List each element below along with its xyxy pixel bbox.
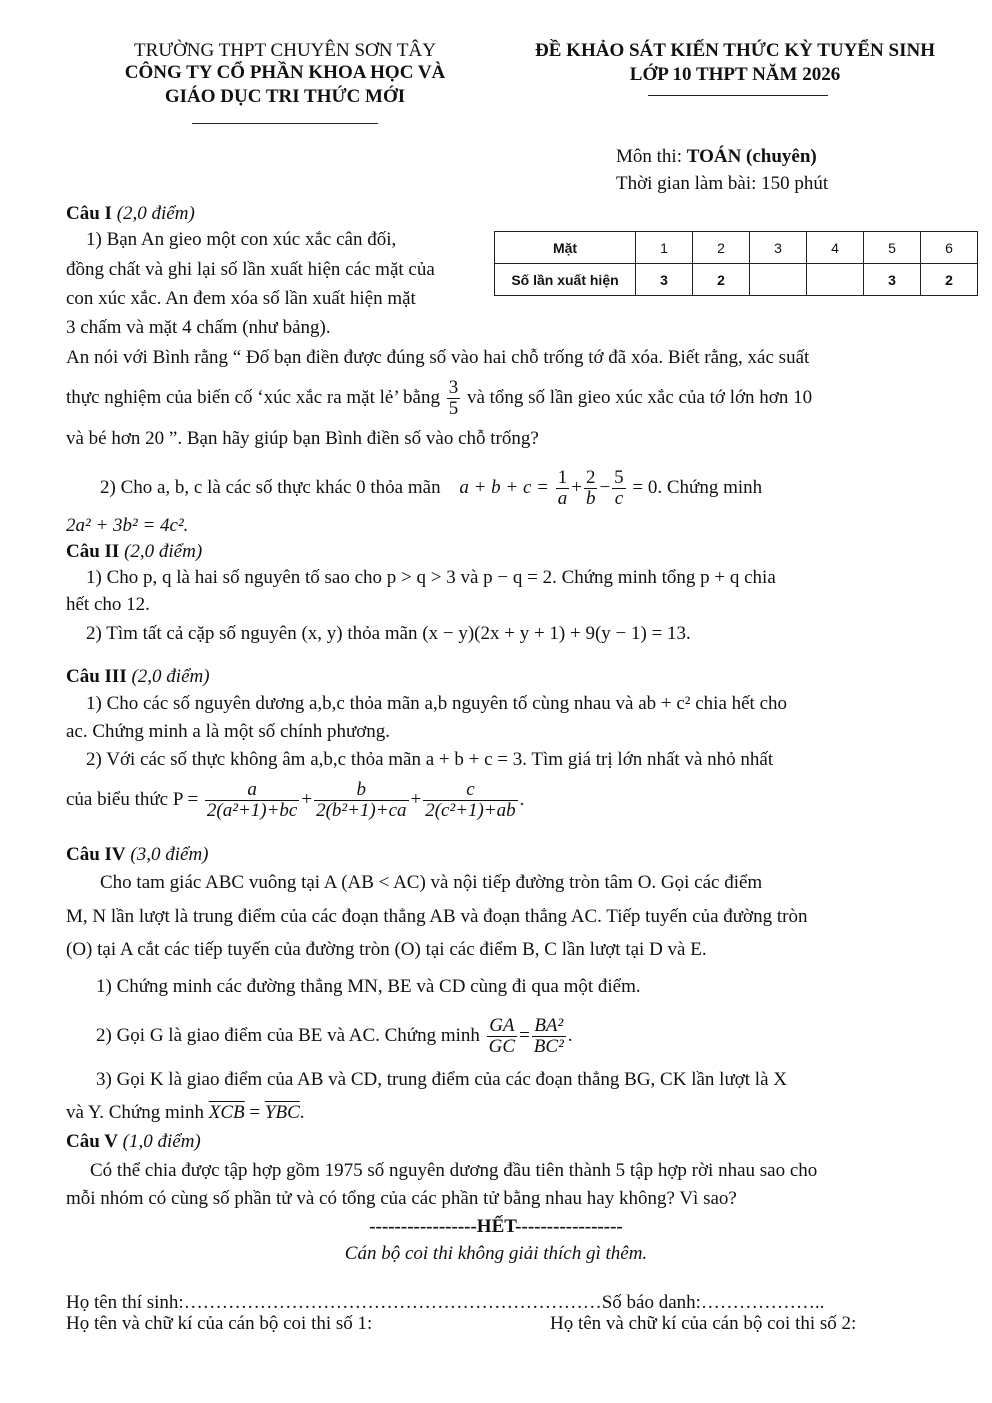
numerator: 2 (585, 467, 596, 488)
q1-p2-eq-pre: a + b + c = (459, 476, 549, 498)
q4-p3-a: 3) Gọi K là giao điểm của AB và CD, trung điểm của các đoạn thẳng BG, CK lần lượt là X (96, 1069, 787, 1090)
q1-p2-eq-post: = 0. Chứng minh (632, 476, 763, 498)
q4-p3-b: và Y. Chứng minh $\overline{XCB} = \overline{YBC}$. (66, 1102, 305, 1123)
denominator: 2(b²+1)+ca (316, 799, 407, 821)
numerator: GA (487, 1016, 517, 1037)
q4-intro-a: Cho tam giác ABC vuông tại A (AB < AC) và nội tiếp đường tròn tâm O. Gọi các điểm (100, 872, 763, 893)
numerator: 5 (614, 467, 624, 488)
q5-title: Câu V (66, 1131, 118, 1152)
supervisor-1-label: Họ tên và chữ kí của cán bộ coi thi số 1: (66, 1313, 373, 1334)
q3-title: Câu III (66, 666, 127, 687)
table-cell: 3 (636, 264, 693, 296)
header-right-rule (648, 95, 828, 96)
q1-p1-cont-b (66, 378, 812, 419)
denominator: 2(c²+1)+ab (425, 799, 516, 821)
q1-p1-line4: 3 chấm và mặt 4 chấm (như bảng). (66, 317, 331, 338)
q3-p1-a: 1) Cho các số nguyên dương a,b,c thỏa mãn a,b nguyên tố cùng nhau và ab + c² chia hết cho (86, 693, 788, 714)
table-cell: 6 (921, 232, 978, 264)
q5-text-a: Có thể chia được tập hợp gồm 1975 số nguyên dương đầu tiên thành 5 tập hợp rời nhau sao cho (90, 1160, 818, 1181)
q4-title: Câu IV (66, 844, 126, 865)
numerator: a (205, 780, 299, 801)
numerator: 1 (557, 467, 568, 488)
fraction-P-a (205, 780, 299, 821)
q2-heading (66, 541, 202, 563)
header-left-rule (192, 123, 378, 124)
exam-subtitle: LỚP 10 THPT NĂM 2026 (629, 64, 841, 85)
angle-XCB: $\overline{XCB}$ (208, 1102, 245, 1123)
q4-p2: 2) Gọi G là giao điểm của BE và AC. Chứng minh $\frac{GA}{GC}$ = $\frac{\text{BA²}}{\text{BC²}}$ . (96, 1015, 573, 1057)
q1-p1-line3: con xúc xắc. An đem xóa số lần xuất hiện mặt (66, 288, 416, 309)
company-line-1: CÔNG TY CỔ PHẦN KHOA HỌC VÀ (124, 62, 446, 83)
q1-p1-line1: 1) Bạn An gieo một con xúc xắc cân đối, (86, 229, 397, 250)
q5-points: (1,0 điểm) (122, 1131, 201, 1152)
fraction-3-5 (447, 378, 461, 419)
table-cell: 5 (864, 232, 921, 264)
q4-points: (3,0 điểm) (130, 844, 209, 865)
fraction-1-a (556, 468, 570, 509)
q3-p2-text: của biểu thức P = (66, 788, 199, 810)
table-cell: 3 (864, 264, 921, 296)
q3-p1-b: ac. Chứng minh a là một số chính phương. (66, 721, 391, 742)
numerator: 3 (448, 377, 459, 398)
q2-title: Câu II (66, 541, 120, 562)
q1-p1-cont-c: và bé hơn 20 ”. Bạn hãy giúp bạn Bình điền số vào chỗ trống? (66, 428, 539, 449)
q1-title: Câu I (66, 203, 112, 224)
table-row (495, 232, 978, 264)
q3-heading (66, 666, 210, 688)
table-cell: 2 (921, 264, 978, 296)
q1-heading (66, 203, 195, 225)
fraction-2-b (584, 468, 598, 509)
q1-p1-cont-a: An nói với Bình rằng “ Đố bạn điền được đúng số vào hai chỗ trống tớ đã xóa. Biết rằng, xác suất (66, 347, 810, 368)
exam-title: ĐỀ KHẢO SÁT KIẾN THỨC KỲ TUYỂN SINH (535, 40, 935, 61)
q2-p1-b: hết cho 12. (66, 594, 150, 615)
q3-p2-b: của biểu thức P = $\frac{a}{\text{2(a²+1)+bc}}$ + $\frac{b}{\text{2(b²+1)+ca}}$ + $\frac{c}{\text{2(c²+1)+ab}}$ . (66, 779, 525, 821)
table-header-face: Mặt (495, 232, 636, 264)
q2-p2: 2) Tìm tất cả cặp số nguyên (x, y) thỏa mãn (x − y)(2x + y + 1) + 9(y − 1) = 13. (86, 623, 691, 644)
table-header-count: Số lần xuất hiện (495, 264, 636, 296)
q2-p1-a: 1) Cho p, q là hai số nguyên tố sao cho p > q > 3 và p − q = 2. Chứng minh tổng p + q chia (86, 567, 776, 588)
denominator: BC² (533, 1035, 564, 1057)
exam-time: Thời gian làm bài: 150 phút (616, 173, 829, 194)
denominator: a (557, 487, 568, 509)
fraction-P-b (314, 780, 408, 821)
subject-line (616, 146, 817, 168)
school-name: TRƯỜNG THPT CHUYÊN SƠN TÂY (134, 40, 436, 61)
table-cell-blank (750, 264, 807, 296)
end-marker: -----------------HẾT----------------- (369, 1216, 623, 1237)
supervisor-2-label: Họ tên và chữ kí của cán bộ coi thi số 2: (550, 1313, 857, 1334)
q1-p1-text-2: và tổng số lần gieo xúc xắc của tớ lớn hơn 10 (466, 386, 813, 408)
table-cell: 3 (750, 232, 807, 264)
denominator: 5 (448, 397, 459, 419)
denominator: 2(a²+1)+bc (206, 799, 298, 821)
q4-p3-text: và Y. Chứng minh (66, 1102, 205, 1123)
fraction-GA-GC (487, 1016, 517, 1057)
q4-heading (66, 844, 209, 866)
denominator: GC (488, 1035, 516, 1057)
q3-p2-a: 2) Với các số thực không âm a,b,c thỏa mãn a + b + c = 3. Tìm giá trị lớn nhất và nhỏ nhất (86, 749, 774, 770)
table-cell-blank (807, 264, 864, 296)
fraction-P-c (423, 780, 517, 821)
q5-text-b: mỗi nhóm có cùng số phần tử và có tổng của các phần tử bằng nhau hay không? Vì sao? (66, 1188, 737, 1209)
supervisor-note: Cán bộ coi thi không giải thích gì thêm. (344, 1243, 648, 1264)
q3-points: (2,0 điểm) (131, 666, 210, 687)
denominator: c (614, 487, 624, 509)
q4-intro-c: (O) tại A cắt các tiếp tuyến của đường tròn (O) tại các điểm B, C lần lượt tại D và E. (66, 939, 707, 960)
q1-p2: 2) Cho a, b, c là các số thực khác 0 thỏa mãn a + b + c = $\frac{1}{a}$ + $\frac{2}{b}$ − $\frac{5}{c}$ = 0. Chứng minh (100, 467, 763, 509)
numerator: BA² (532, 1016, 566, 1037)
denominator: b (585, 487, 596, 509)
q1-p2-equation: 2a² + 3b² = 4c². (66, 515, 189, 536)
subject-value: TOÁN (chuyên) (686, 146, 817, 167)
dice-table (494, 231, 978, 296)
table-cell: 1 (636, 232, 693, 264)
angle-YBC: $\overline{YBC}$ (264, 1102, 300, 1123)
numerator: c (423, 780, 517, 801)
subject-label: Môn thi: (616, 146, 682, 167)
q1-p1-text: thực nghiệm của biến cố ‘xúc xắc ra mặt lẻ’ bằng (66, 386, 440, 408)
numerator: b (314, 780, 408, 801)
q1-p1-line2: đồng chất và ghi lại số lần xuất hiện các mặt của (66, 259, 435, 280)
table-cell: 2 (693, 232, 750, 264)
fraction-BA2-BC2 (532, 1016, 566, 1057)
table-cell: 2 (693, 264, 750, 296)
table-cell: 4 (807, 232, 864, 264)
q1-p2-text: 2) Cho a, b, c là các số thực khác 0 thỏa mãn (100, 476, 441, 498)
fraction-5-c (612, 468, 626, 509)
q4-p1: 1) Chứng minh các đường thẳng MN, BE và CD cùng đi qua một điểm. (96, 976, 641, 997)
candidate-line: Họ tên thí sinh:…………………………………………………………Số báo danh:……………….. (66, 1292, 825, 1313)
q1-points: (2,0 điểm) (116, 203, 195, 224)
table-row (495, 264, 978, 296)
q4-p2-text: 2) Gọi G là giao điểm của BE và AC. Chứng minh (96, 1024, 480, 1046)
q2-points: (2,0 điểm) (124, 541, 203, 562)
q4-intro-b: M, N lần lượt là trung điểm của các đoạn thẳng AB và đoạn thẳng AC. Tiếp tuyến của đường tròn (66, 906, 808, 927)
company-line-2: GIÁO DỤC TRI THỨC MỚI (164, 86, 406, 107)
q5-heading (66, 1131, 201, 1153)
